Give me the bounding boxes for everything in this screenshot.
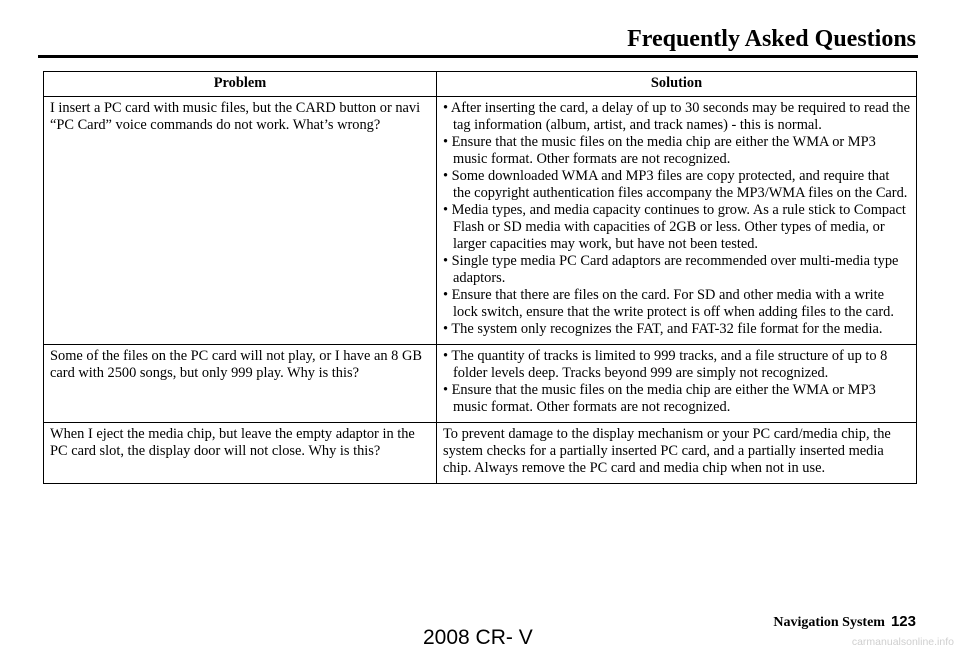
solution-item: • Ensure that the music files on the media chip are either the WMA or MP3 music format. Other formats are not recognized. xyxy=(443,382,876,415)
solution-item: • Some downloaded WMA and MP3 files are copy protected, and require that the copyright authentication files accompany the MP3/WMA files on the Card. xyxy=(443,168,908,201)
solution-item: • Ensure that there are files on the card. For SD and other media with a write lock switch, ensure that the write protect is off when adding files to the card. xyxy=(443,287,894,320)
faq-table xyxy=(43,71,917,484)
solution-cell xyxy=(437,97,917,345)
solution-cell xyxy=(437,345,917,423)
table-row xyxy=(44,97,917,345)
problem-cell: I insert a PC card with music files, but the CARD button or navi “PC Card” voice commands do not work. What’s wrong? xyxy=(44,97,437,345)
solution-item: • The quantity of tracks is limited to 999 tracks, and a file structure of up to 8 folder levels deep. Tracks beyond 999 are simply not recognized. xyxy=(443,348,888,381)
column-header-problem: Problem xyxy=(44,72,437,97)
solution-item: • Ensure that the music files on the media chip are either the WMA or MP3 music format. Other formats are not recognized. xyxy=(443,134,876,167)
site-watermark: carmanualsonline.info xyxy=(851,636,954,648)
solution-item: • After inserting the card, a delay of up to 30 seconds may be required to read the tag information (album, artist, and track names) - this is normal. xyxy=(443,100,910,133)
title-rule xyxy=(38,55,918,58)
table-header-row xyxy=(44,72,917,97)
solution-item: • The system only recognizes the FAT, and FAT-32 file format for the media. xyxy=(443,321,883,337)
solution-text: To prevent damage to the display mechanism or your PC card/media chip, the system checks for a partially inserted PC card, and a partially inserted media chip. Always remove the PC card and media chip when not in use. xyxy=(443,426,891,476)
page-footer xyxy=(773,613,916,631)
column-header-solution: Solution xyxy=(437,72,917,97)
problem-cell: When I eject the media chip, but leave the empty adaptor in the PC card slot, the display door will not close. Why is this? xyxy=(44,423,437,484)
solution-cell xyxy=(437,423,917,484)
table-row xyxy=(44,345,917,423)
model-watermark: 2008 CR- V xyxy=(423,626,533,649)
table-row xyxy=(44,423,917,484)
problem-cell: Some of the files on the PC card will not play, or I have an 8 GB card with 2500 songs, but only 999 play. Why is this? xyxy=(44,345,437,423)
footer-section-label: Navigation System xyxy=(773,615,885,630)
solution-item: • Single type media PC Card adaptors are recommended over multi-media type adaptors. xyxy=(443,253,899,286)
page-number: 123 xyxy=(890,613,916,630)
page-title: Frequently Asked Questions xyxy=(627,26,916,52)
solution-item: • Media types, and media capacity continues to grow. As a rule stick to Compact Flash or SD media with capacities of 2GB or less. Other types of media, or larger capacities may work, but have not been tested. xyxy=(443,202,906,252)
